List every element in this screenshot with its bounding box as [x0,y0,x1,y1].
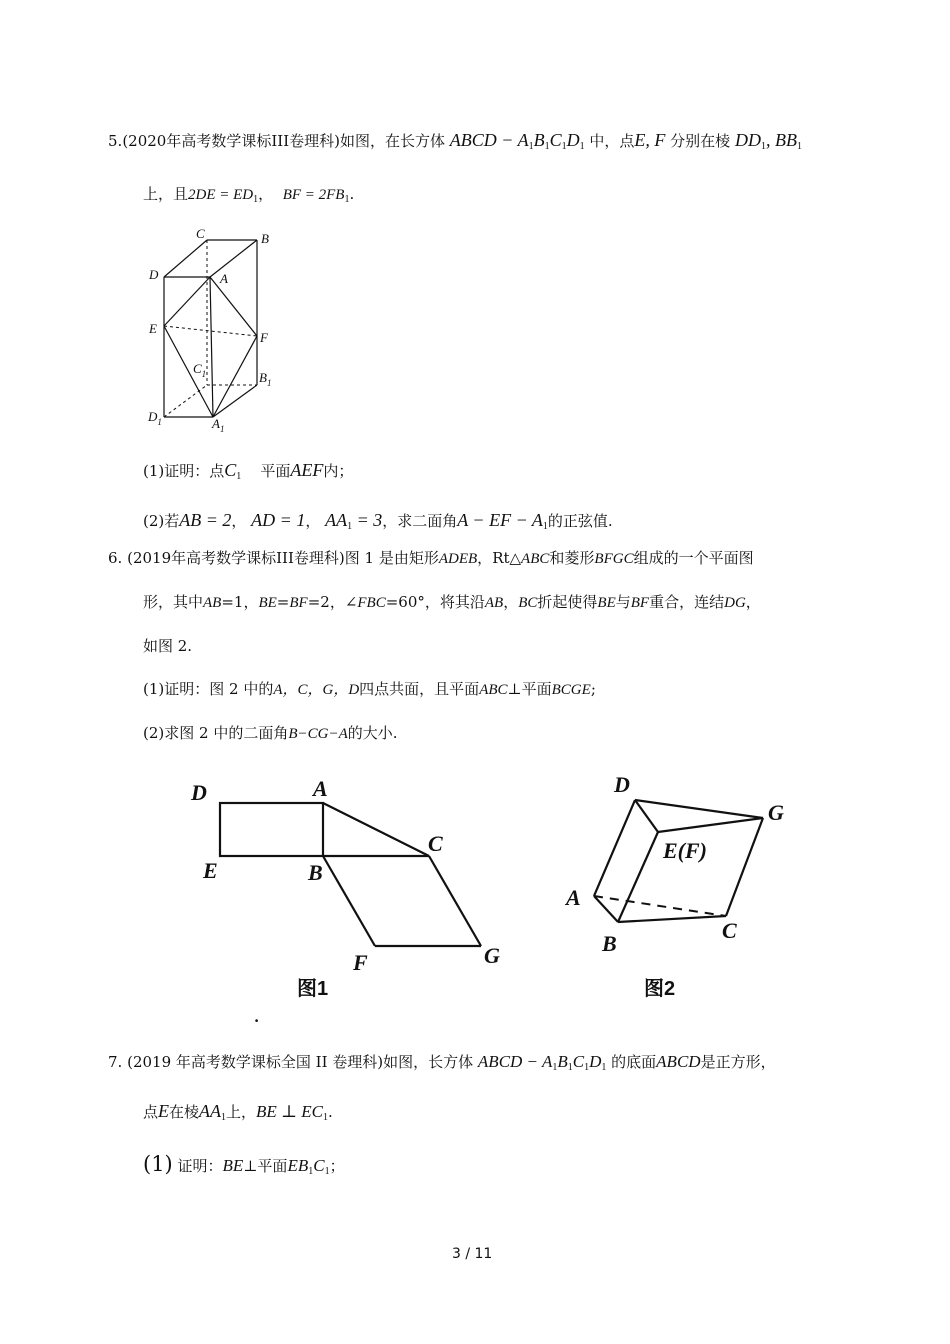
q5-plane-aef: AEF [290,460,324,480]
q7-part1-num: (1) [143,1152,173,1176]
q5-points-ef: E, F [634,130,666,150]
q6-fig1-e: E [203,858,218,883]
q7-part1-b: ⊥平面 [243,1157,288,1175]
q7-abcd: ABCD [656,1052,701,1071]
q6-fig1-b: B [308,860,323,885]
q7-source: (2019 年高考数学课标全国 II 卷理科)如图，长方体 [127,1053,474,1071]
q6-bfgc: BFGC [594,551,634,567]
q6-fig2-a: A [566,885,581,910]
q6-fig1-f: F [353,950,368,975]
q7-line2: 点E在棱$AA_1$上，BE ⊥ $EC_1$. [143,1101,333,1123]
q6-part2 [143,722,398,743]
q7-line1 [108,1051,776,1073]
q6-fig1-a: A [313,776,328,801]
q5-part2-prefix: (2)若 [143,512,180,530]
q6-comma: ， [503,593,519,611]
q6-part1-a: (1)证明：图 2 中的 [143,680,274,698]
q5-label-a1: $A_1$ [212,416,225,434]
q6-fig1-c: C [428,831,443,856]
q7-mid: 的底面 [611,1053,657,1071]
q6-rt: Rt△ [492,549,522,567]
q7-part1-a: 证明： [177,1157,223,1175]
q6-eq3: =2，∠ [307,593,358,611]
q5-part2: (2)若AB = 2， AD = 1， $AA_1 = 3$，求二面角A − EF − $A_1$的正弦值. [143,510,613,532]
q6-fig2-b: B [602,931,617,956]
q6-figure2 [560,770,800,1010]
q5-part1-prefix: (1)证明：点 [143,462,225,480]
q6-fig2-g: G [768,800,784,825]
q6-eq2: = [276,593,290,611]
q6-fbc: FBC [357,595,386,611]
q6-text2b: =60°，将其沿 [385,593,485,611]
q6-dihedral: B−CG−A [288,726,348,742]
q7-end1: 是正方形， [700,1053,776,1071]
q5-line1 [108,130,802,152]
q7-be: BE [222,1156,244,1175]
q6-text2e: 重合，连结 [649,593,725,611]
page-number: 3 / 11 [452,1246,493,1262]
q5-label-f: F [260,330,268,345]
q5-aa1: $AA_1 = 3$ [325,510,383,532]
q6-part1-c: ⊥平面 [507,680,552,698]
q6-points: A，C，G，D [273,682,360,698]
q7-perp: BE ⊥ $EC_1$ [256,1102,329,1123]
q5-edges: $DD_1$, $BB_1$ [734,130,802,152]
q5-cond1: $2DE = ED_1$ [188,187,259,205]
q5-cond2: BF = $2FB_1$ [282,187,350,205]
q6-fig2-caption: 图2 [644,978,676,1000]
q6-fig1-d: D [191,780,207,805]
q6-bf2: BF [630,595,650,611]
q5-dihedral: A − EF − $A_1$ [457,510,548,532]
q7-text2b: 在棱 [169,1103,200,1121]
q6-text2d: 与 [615,593,631,611]
q7-number: 7. [108,1053,123,1071]
q5-label-d: D [149,267,159,282]
q6-text1b: 和菱形 [549,549,595,567]
q5-text2: 中，点 [589,132,635,150]
q5-box-figure [140,225,290,440]
q6-adeb: ADEB [438,551,478,567]
q6-part2-end: 的大小. [347,724,398,742]
q5-label-a: A [220,271,228,286]
q6-ab2: AB [484,595,504,611]
q6-text1: (2019年高考数学课标III卷理科)图 1 是由矩形 [127,549,439,567]
q5-label-c1: $C_1$ [193,361,207,379]
q5-source: (2020年高考数学课标III卷理科) [122,132,340,150]
q7-plane: $EB_1C_1$ [287,1156,330,1177]
q7-part1 [143,1152,345,1177]
q6-part2-a: (2)求图 2 中的二面角 [143,724,289,742]
q5-label-b: B [261,231,269,246]
q6-bc: BC [518,595,538,611]
q5-ad: AD = 1 [251,510,306,530]
q7-edge-aa1: $AA_1$ [199,1101,227,1123]
q5-label-b1: $B_1$ [259,370,272,388]
q6-figure1 [185,770,525,1010]
q5-solid: ABCD − $A_1B_1C_1D_1$ [449,130,585,152]
q6-fig2-d: D [614,772,630,797]
q5-part1-mid: 平面 [260,462,291,480]
q6-part1-b: 四点共面，且平面 [359,680,480,698]
q6-fig2-ef: E(F) [663,838,707,863]
q7-part1-end: ； [329,1157,345,1175]
q5-label-d1: $D_1$ [148,409,162,427]
q6-fig1-caption: 图1 [297,978,329,1000]
q6-text1c: 组成的一个平面图 [633,549,754,567]
q6-abc: ABC [521,551,550,567]
q6-eq1: =1， [221,593,259,611]
q5-part1-end: 内； [323,462,354,480]
q6-ab: AB [203,595,222,611]
q6-text2c: 折起使得 [537,593,598,611]
q6-text3: 如图 2. [143,637,193,655]
q6-fig1-g: G [484,943,500,968]
q7-text2c: 上， [226,1103,257,1121]
q5-ab: AB = 2 [179,510,232,530]
q6-plane-abc: ABC [479,682,508,698]
q5-part1 [143,460,353,482]
q6-bf: BF [289,595,308,611]
q6-be: BE [258,595,277,611]
q7-solid: ABCD − $A_1B_1C_1D_1$ [477,1052,607,1073]
q7-point-e: E [158,1101,170,1121]
q6-dg: DG [724,595,746,611]
q5-part2-mid: ，求二面角 [382,512,458,530]
q5-text: 如图，在长方体 [339,132,445,150]
q5-label-e: E [149,321,157,336]
q5-line2: 上，且$2DE = ED_1$， BF = $2FB_1$. [143,185,355,205]
q6-part1 [143,678,596,699]
q5-part2-end: 的正弦值. [547,512,613,530]
q5-period: . [349,185,355,203]
q6-line3 [143,635,192,656]
q6-fig2-c: C [722,918,737,943]
q6-number: 6. [108,549,123,567]
q6-line2: 形，其中AB=1，BE=BF=2，∠FBC=60°，将其沿AB，BC折起使得BE与BF重合，连结DG， [143,593,761,611]
q5-label-c: C [196,226,205,241]
q6-stray-dot: . [254,1008,260,1026]
q6-plane-bcge: BCGE [551,682,591,698]
q5-text3: 分别在棱 [670,132,731,150]
q5-text4: 上，且 [143,185,189,203]
q5-point-c1: $C_1$ [224,460,242,482]
q6-line1: 6. (2019年高考数学课标III卷理科)图 1 是由矩形ADEB，Rt△ABC和菱形BFGC组成的一个平面图 [108,549,754,567]
q7-text2a: 点 [143,1103,159,1121]
q6-part1-end: ; [590,680,596,698]
q6-text2: 形，其中 [143,593,204,611]
q6-be2: BE [597,595,616,611]
q5-number: 5. [108,132,123,150]
